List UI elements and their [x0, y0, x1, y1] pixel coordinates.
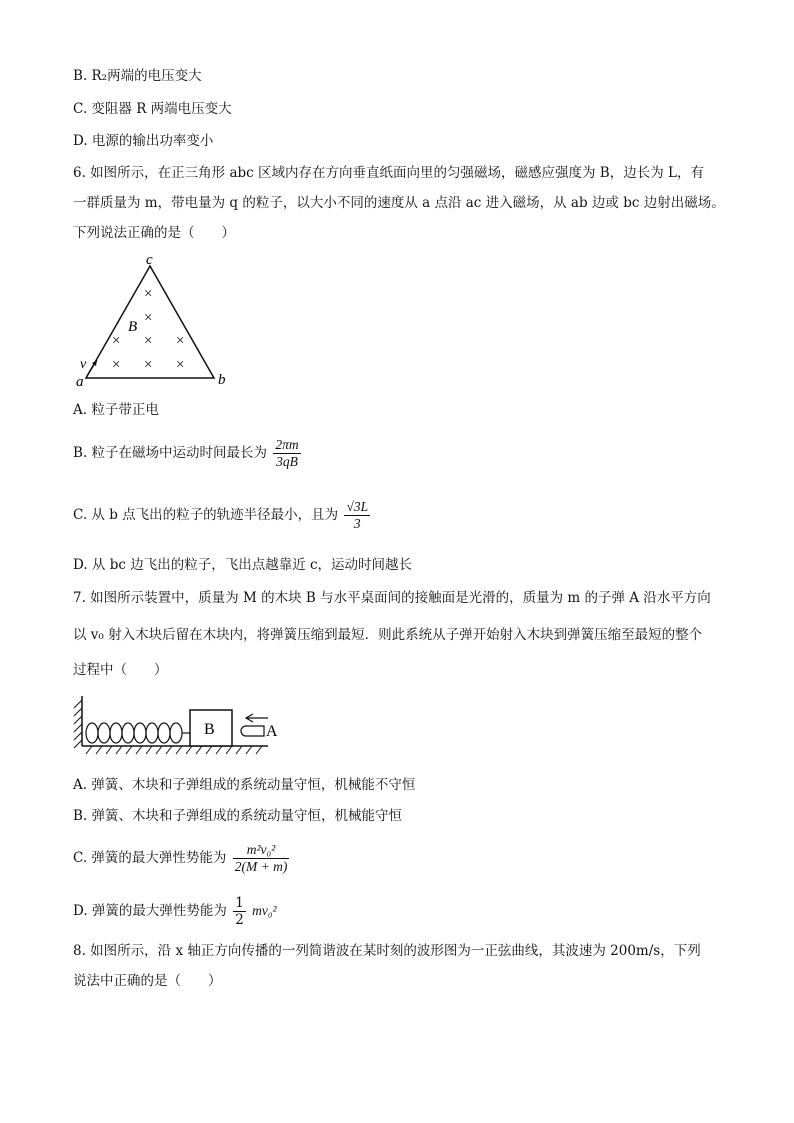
fraction-denominator: 3: [353, 516, 361, 531]
velocity-v-label: v: [80, 357, 87, 372]
field-cross: ×: [144, 357, 153, 373]
bullet: [241, 726, 264, 736]
spring: [86, 723, 190, 743]
option-7c-text: C. 弹簧的最大弹性势能为: [73, 850, 227, 866]
question-7-line-3: 过程中（ ）: [73, 662, 168, 678]
arrow-left-icon: [246, 714, 268, 722]
option-5d: D. 电源的输出功率变小: [73, 133, 214, 149]
vertex-c-label: c: [146, 252, 153, 268]
field-cross: ×: [176, 333, 185, 349]
vertex-a-label: a: [76, 374, 84, 390]
spring-block-bullet-figure: [68, 690, 298, 760]
option-6b-text: B. 粒子在磁场中运动时间最长为: [73, 445, 268, 461]
option-5b: B. R₂两端的电压变大: [73, 68, 202, 84]
option-7d: [73, 895, 277, 928]
field-cross: ×: [144, 286, 153, 302]
fraction-numerator: √3L: [346, 499, 369, 514]
fraction-2pim-3qB: [273, 437, 300, 470]
option-6c: [73, 499, 372, 532]
question-8-line-1: 8. 如图所示，沿 x 轴正方向传播的一列简谐波在某时刻的波形图为一正弦曲线，其波速为 200m/s，下列: [73, 943, 701, 959]
question-6-line-1: 6. 如图所示，在正三角形 abc 区域内存在方向垂直纸面向里的匀强磁场，磁感应强度为 B，边长为 L，有: [73, 165, 704, 181]
question-6-line-3: 下列说法正确的是（ ）: [73, 225, 235, 241]
fraction-numerator: m²v₀²: [233, 842, 290, 859]
option-7d-text: D. 弹簧的最大弹性势能为: [73, 903, 227, 919]
question-7-line-1: 7. 如图所示装置中，质量为 M 的木块 B 与水平桌面间的接触面是光滑的，质量为 m 的子弹 A 沿水平方向: [73, 590, 711, 606]
fraction-denominator: 3qB: [276, 454, 298, 469]
option-7d-formula: mv₀²: [252, 903, 277, 918]
field-cross: ×: [144, 310, 153, 326]
question-8-line-2: 说法中正确的是（ ）: [73, 973, 222, 989]
option-7b: B. 弹簧、木块和子弹组成的系统动量守恒，机械能守恒: [73, 808, 403, 824]
fraction-numerator: 1: [235, 895, 244, 911]
fraction-sqrt3L-3: [344, 499, 370, 532]
field-B-label: B: [128, 319, 138, 335]
fraction-denominator: 2(M + m): [234, 859, 288, 874]
fraction-max-energy: [233, 842, 290, 875]
bullet-label: A: [266, 723, 278, 740]
vertex-b-label: b: [218, 372, 226, 388]
option-7c: [73, 842, 291, 875]
question-6-line-2: 一群质量为 m，带电量为 q 的粒子，以大小不同的速度从 a 点沿 ac 进入磁场，从 ab 边或 bc 边射出磁场。: [73, 195, 725, 211]
fraction-one-half: [233, 895, 246, 928]
fraction-denominator: 2: [235, 912, 244, 928]
field-cross: ×: [176, 357, 185, 373]
field-cross: ×: [112, 357, 121, 373]
question-7-line-2: 以 v₀ 射入木块后留在木块内，将弹簧压缩到最短．则此系统从子弹开始射入木块到弹簧压缩至最短的整个: [73, 627, 703, 643]
field-cross: ×: [112, 333, 121, 349]
option-6b: [73, 437, 303, 470]
fraction-numerator: 2πm: [275, 437, 299, 452]
triangle-magnetic-field-figure: [70, 250, 240, 390]
option-6a: A. 粒子带正电: [73, 402, 159, 418]
option-6d: D. 从 bc 边飞出的粒子，飞出点越靠近 c，运动时间越长: [73, 557, 413, 573]
field-cross: ×: [144, 333, 153, 349]
option-6c-text: C. 从 b 点飞出的粒子的轨迹半径最小，且为: [73, 507, 339, 523]
block-label: B: [204, 721, 215, 738]
option-7a: A. 弹簧、木块和子弹组成的系统动量守恒，机械能不守恒: [73, 777, 416, 793]
option-5c: C. 变阻器 R 两端电压变大: [73, 101, 232, 117]
